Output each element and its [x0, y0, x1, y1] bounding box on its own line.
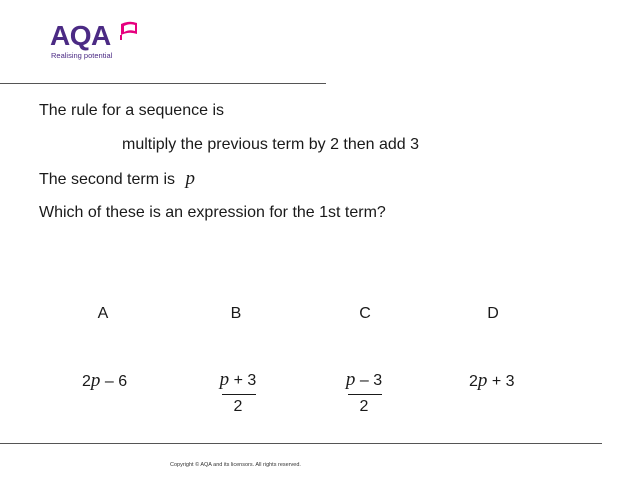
option-b-fraction-bar — [222, 394, 256, 395]
second-term-label: The second term is — [39, 171, 176, 188]
option-b-expression[interactable] — [208, 370, 268, 418]
question-intro: The rule for a sequence is — [39, 102, 224, 119]
option-d-expression[interactable] — [469, 371, 515, 392]
option-c-variable: p — [345, 369, 356, 390]
option-c-denominator: 2 — [359, 398, 369, 415]
option-a-variable: p — [90, 370, 101, 391]
option-a-expression[interactable] — [82, 371, 127, 392]
second-term-variable: p — [185, 168, 196, 189]
header-divider — [0, 83, 326, 84]
question-prompt: Which of these is an expression for the 1st term? — [39, 204, 386, 221]
option-c-fraction-bar — [348, 394, 382, 395]
option-d-coefficient: 2 — [469, 373, 478, 390]
option-c-expression[interactable] — [334, 370, 394, 418]
option-c-numerator — [334, 370, 394, 391]
option-c-numerator-rest: – 3 — [355, 372, 383, 389]
option-b-denominator: 2 — [233, 398, 243, 415]
logo-flag-icon — [118, 20, 140, 42]
logo-wordmark: AQA — [50, 20, 111, 51]
question-rule: multiply the previous term by 2 then add 3 — [122, 136, 420, 153]
footer-divider — [0, 443, 602, 444]
option-a-constant: – 6 — [100, 373, 128, 390]
aqa-logo — [50, 20, 160, 64]
option-b-numerator-rest: + 3 — [229, 372, 257, 389]
option-d-letter[interactable]: D — [487, 305, 499, 322]
option-b-variable: p — [219, 369, 230, 390]
option-a-coefficient: 2 — [82, 373, 91, 390]
option-c-letter[interactable]: C — [359, 305, 371, 322]
option-b-numerator — [208, 370, 268, 391]
option-d-variable: p — [477, 370, 488, 391]
option-d-constant: + 3 — [487, 373, 515, 390]
copyright-notice: Copyright © AQA and its licensors. All rights reserved. — [170, 462, 301, 468]
question-second-term — [39, 169, 195, 190]
option-a-letter[interactable]: A — [97, 305, 109, 322]
option-b-letter[interactable]: B — [230, 305, 242, 322]
logo-tagline: Realising potential — [51, 51, 113, 60]
